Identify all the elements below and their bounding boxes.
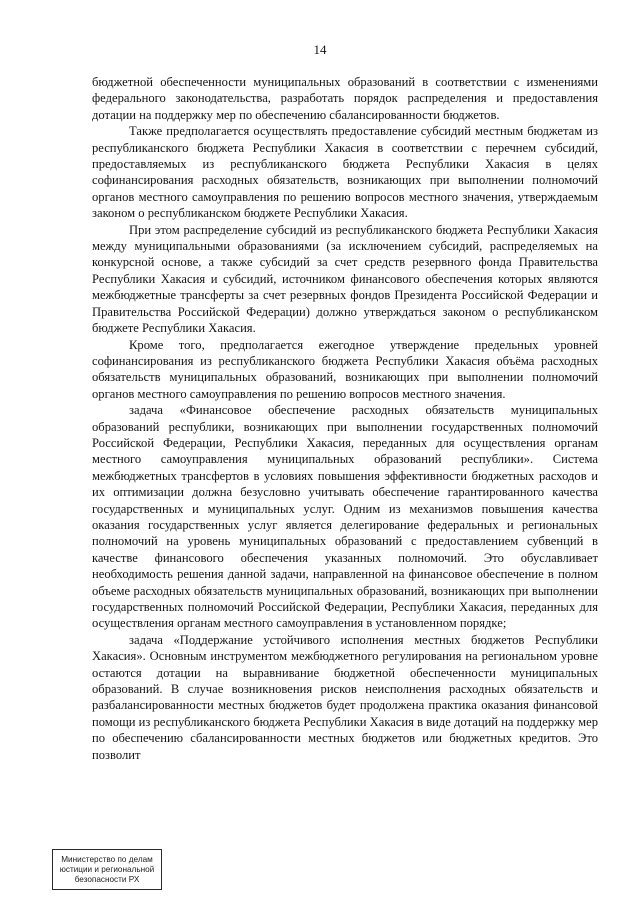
paragraph-5: задача «Финансовое обеспечение расходных обязательств муниципальных образований республики, возникающих при выполнении государственных полномочий Российской Федерации, Республики Хакасия, переданных для осуществления органам местного самоуправления муниципальных образований республики». Система межбюджетных трансфертов в условиях повышения эффективности бюджетных расходов и их оптимизации должна безусловно учитывать обеспечение гарантированного качества государственных и муниципальных услуг. Одним из механизмов повышения качества оказания государственных услуг является делегирование федеральных и региональных полномочий на уровень муниципальных образований с предоставлением субвенций в качестве финансового обеспечения указанных полномочий. Это обуславливает необходимость решения данной задачи, направленной на финансовое обеспечение в полном объеме расходных обязательств муниципальных образований, возникающих при выполнении государственных полномочий Российской Федерации, Республики Хакасия, переданных для осуществления органам местного самоуправления в установленном порядке; xyxy=(92,403,598,631)
paragraph-4: Кроме того, предполагается ежегодное утверждение предельных уровней софинансирования из республиканского бюджета Республики Хакасия объёма расходных обязательств муниципальных образований, возникающих при выполнении полномочий органов местного самоуправления по решению вопросов местного значения. xyxy=(92,337,598,401)
paragraph-6: задача «Поддержание устойчивого исполнения местных бюджетов Республики Хакасия». Основным инструментом межбюджетного регулирования на региональном уровне остаются дотации на выравнивание бюджетной обеспеченности муниципальных образований. В случае возникновения рисков неисполнения расходных обязательств и разбалансированности местных бюджетов будет продолжена практика оказания финансовой помощи из республиканского бюджета Республики Хакасия в виде дотаций на поддержку мер по обеспечению сбалансированности местных бюджетов или бюджетных кредитов. Это позволит xyxy=(92,632,598,762)
paragraph-1: бюджетной обеспеченности муниципальных образований в соответствии с изменениями федерального законодательства, разработать порядок распределения и предоставления дотации на поддержку мер по обеспечению сбалансированности бюджетов. xyxy=(92,75,598,122)
stamp-line-3: безопасности РХ xyxy=(74,874,140,884)
paragraph-3: При этом распределение субсидий из республиканского бюджета Республики Хакасия между муниципальными образованиями (за исключением субсидий, распределяемых на конкурсной основе, а также субсидий за счет средств резервного фонда Правительства Республики Хакасия и субсидий, источником финансового обеспечения которых являются межбюджетные трансферты за счет резервных фондов Президента Российской Федерации и Правительства Российской Федерации) должно утверждаться законом о республиканском бюджете Республики Хакасия. xyxy=(92,222,598,336)
stamp-line-1: Министерство по делам xyxy=(61,854,153,864)
stamp-line-2: юстиции и региональной xyxy=(59,864,155,874)
paragraph-2: Также предполагается осуществлять предоставление субсидий местным бюджетам из республиканского бюджета Республики Хакасия в соответствии с перечнем субсидий, предоставляемых из республиканского бюджета Республики Хакасия в целях софинансирования расходных обязательств, возникающих при выполнении полномочий органов местного самоуправления по решению вопросов местного значения, утверждаемым законом о республиканском бюджете Республики Хакасия. xyxy=(92,124,598,221)
registration-stamp xyxy=(52,849,162,890)
page-number: 14 xyxy=(313,42,327,57)
document-body xyxy=(92,74,598,763)
